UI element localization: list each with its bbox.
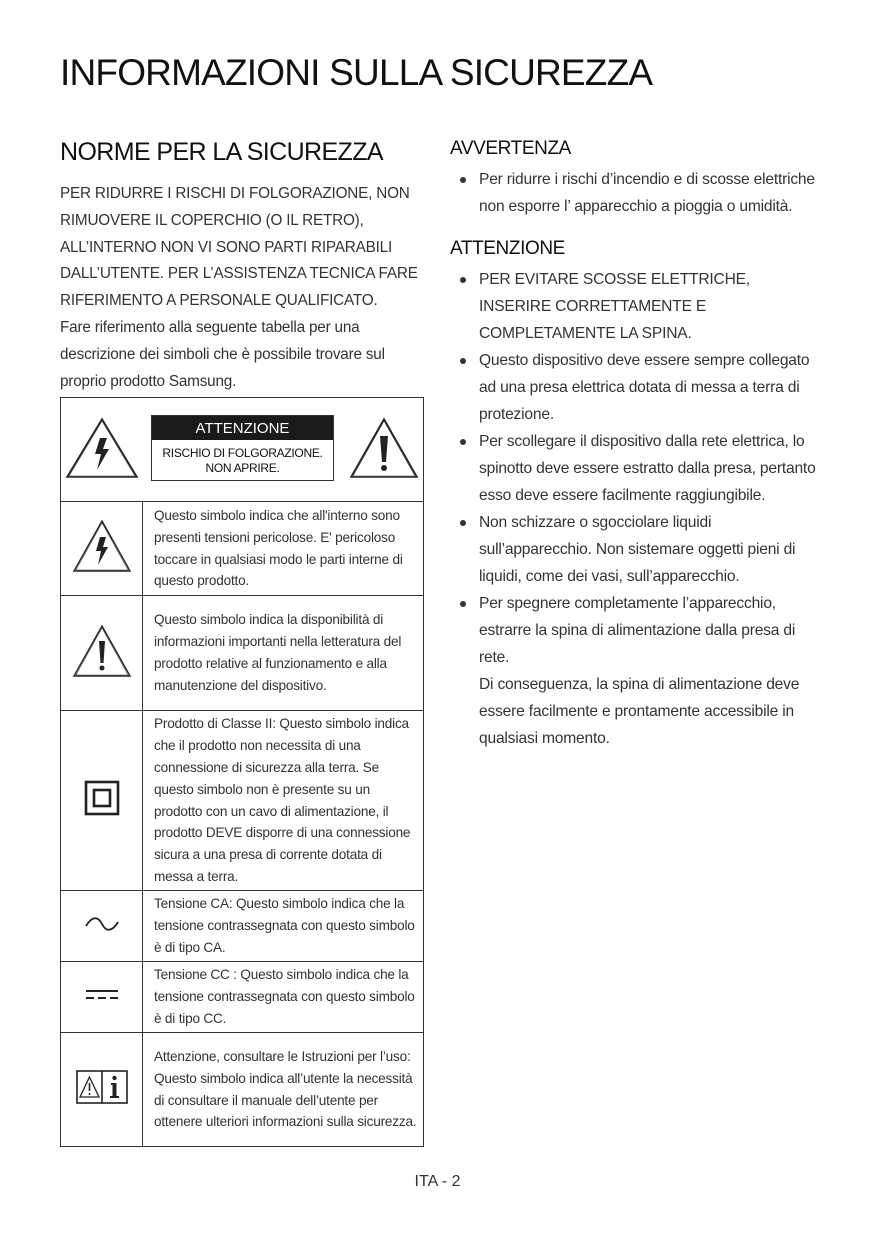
dc-voltage-icon (84, 987, 120, 1003)
symbol-row (61, 891, 424, 962)
list-item: Questo dispositivo deve essere sempre collegato ad una presa elettrica dotata di messa a terra di protezione. (450, 347, 820, 428)
symbol-description: Tensione CA: Questo simbolo indica che la tensione contrassegnata con questo simbolo è di tipo CA. (143, 891, 424, 962)
symbol-row (61, 1033, 424, 1147)
symbol-row (61, 711, 424, 891)
symbol-description: Attenzione, consultare le Istruzioni per l’uso: Questo simbolo indica all’utente la necessità di consultare il manuale dell’utente per ottenere ulteriori informazioni sulla sicurezza. (143, 1033, 424, 1147)
symbol-description: Prodotto di Classe II: Questo simbolo indica che il prodotto non necessita di una connessione di sicurezza alla terra. Se questo simbolo non è presente su un prodotto con un cavo di alimentazione, il prodotto DEVE disporre di una connessione sicura a una presa di corrente dotata di messa a terra. (143, 711, 424, 891)
warning-label (151, 415, 334, 481)
list-item-note: Di conseguenza, la spina di alimentazione deve essere facilmente e prontamente accessibile in qualsiasi momento. (479, 676, 800, 747)
consult-manual-icon (75, 1069, 129, 1105)
warning-label-line1: RISCHIO DI FOLGORAZIONE. (162, 446, 323, 460)
list-item: Non schizzare o sgocciolare liquidi sull’apparecchio. Non sistemare oggetti pieni di liquidi, come dei vasi, sull’apparecchio. (450, 509, 820, 590)
warning-label-cell (61, 398, 424, 502)
warning-label-head: ATTENZIONE (152, 416, 333, 440)
symbol-description: Tensione CC : Questo simbolo indica che la tensione contrassegnata con questo simbolo è di tipo CC. (143, 962, 424, 1033)
lightning-triangle-icon (71, 518, 133, 574)
warnings-column (450, 138, 820, 752)
lightning-triangle-icon (64, 416, 140, 480)
warning-label-row (61, 398, 424, 502)
symbols-table (60, 397, 424, 1147)
list-item (450, 590, 820, 752)
list-item: Per scollegare il dispositivo dalla rete elettrica, lo spinotto deve essere estratto dalla presa, pertanto esso deve essere facilmente raggiungibile. (450, 428, 820, 509)
intro-reference-paragraph: Fare riferimento alla seguente tabella per una descrizione dei simboli che è possibile trovare sul proprio prodotto Samsung. (60, 318, 385, 390)
exclamation-triangle-icon (348, 416, 420, 480)
list-item: PER EVITARE SCOSSE ELETTRICHE, INSERIRE CORRETTAMENTE E COMPLETAMENTE LA SPINA. (450, 266, 820, 347)
list-item: Per ridurre i rischi d’incendio e di scosse elettriche non esporre l’ apparecchio a pioggia o umidità. (450, 166, 820, 220)
list-item-text: Per spegnere completamente l’apparecchio, estrarre la spina di alimentazione dalla presa di rete. (479, 595, 796, 666)
intro-caps-paragraph: PER RIDURRE I RISCHI DI FOLGORAZIONE, NON RIMUOVERE IL COPERCHIO (O IL RETRO), ALL’INTERNO NON VI SONO PARTI RIPARABILI DALL’UTENTE. PER L’ASSISTENZA TECNICA FARE RIFERIMENTO A PERSONALE QUALIFICATO. (60, 185, 418, 310)
symbol-row (61, 962, 424, 1033)
attenzione-list (450, 266, 820, 752)
page-number: ITA - 2 (414, 1173, 461, 1190)
exclamation-triangle-icon (71, 623, 133, 679)
symbol-description: Questo simbolo indica la disponibilità di informazioni importanti nella letteratura del prodotto relative al funzionamento e alla manutenzione del dispositivo. (143, 596, 424, 711)
symbol-row (61, 502, 424, 596)
class-ii-icon (84, 780, 120, 816)
symbol-description: Questo simbolo indica che all'interno sono presenti tensioni pericolose. E' pericoloso toccare in qualsiasi modo le parti interne di questo prodotto. (143, 502, 424, 596)
ac-voltage-icon (84, 914, 120, 934)
safety-norms-section (60, 138, 425, 395)
warning-label-line2: NON APRIRE. (205, 461, 280, 475)
avvertenza-list (450, 166, 820, 220)
intro-text (60, 181, 425, 395)
symbol-row (61, 596, 424, 711)
avvertenza-heading: AVVERTENZA (450, 138, 571, 159)
page-title: INFORMAZIONI SULLA SICUREZZA (60, 52, 653, 93)
attenzione-heading: ATTENZIONE (450, 238, 565, 259)
section-heading: NORME PER LA SICUREZZA (60, 138, 383, 166)
